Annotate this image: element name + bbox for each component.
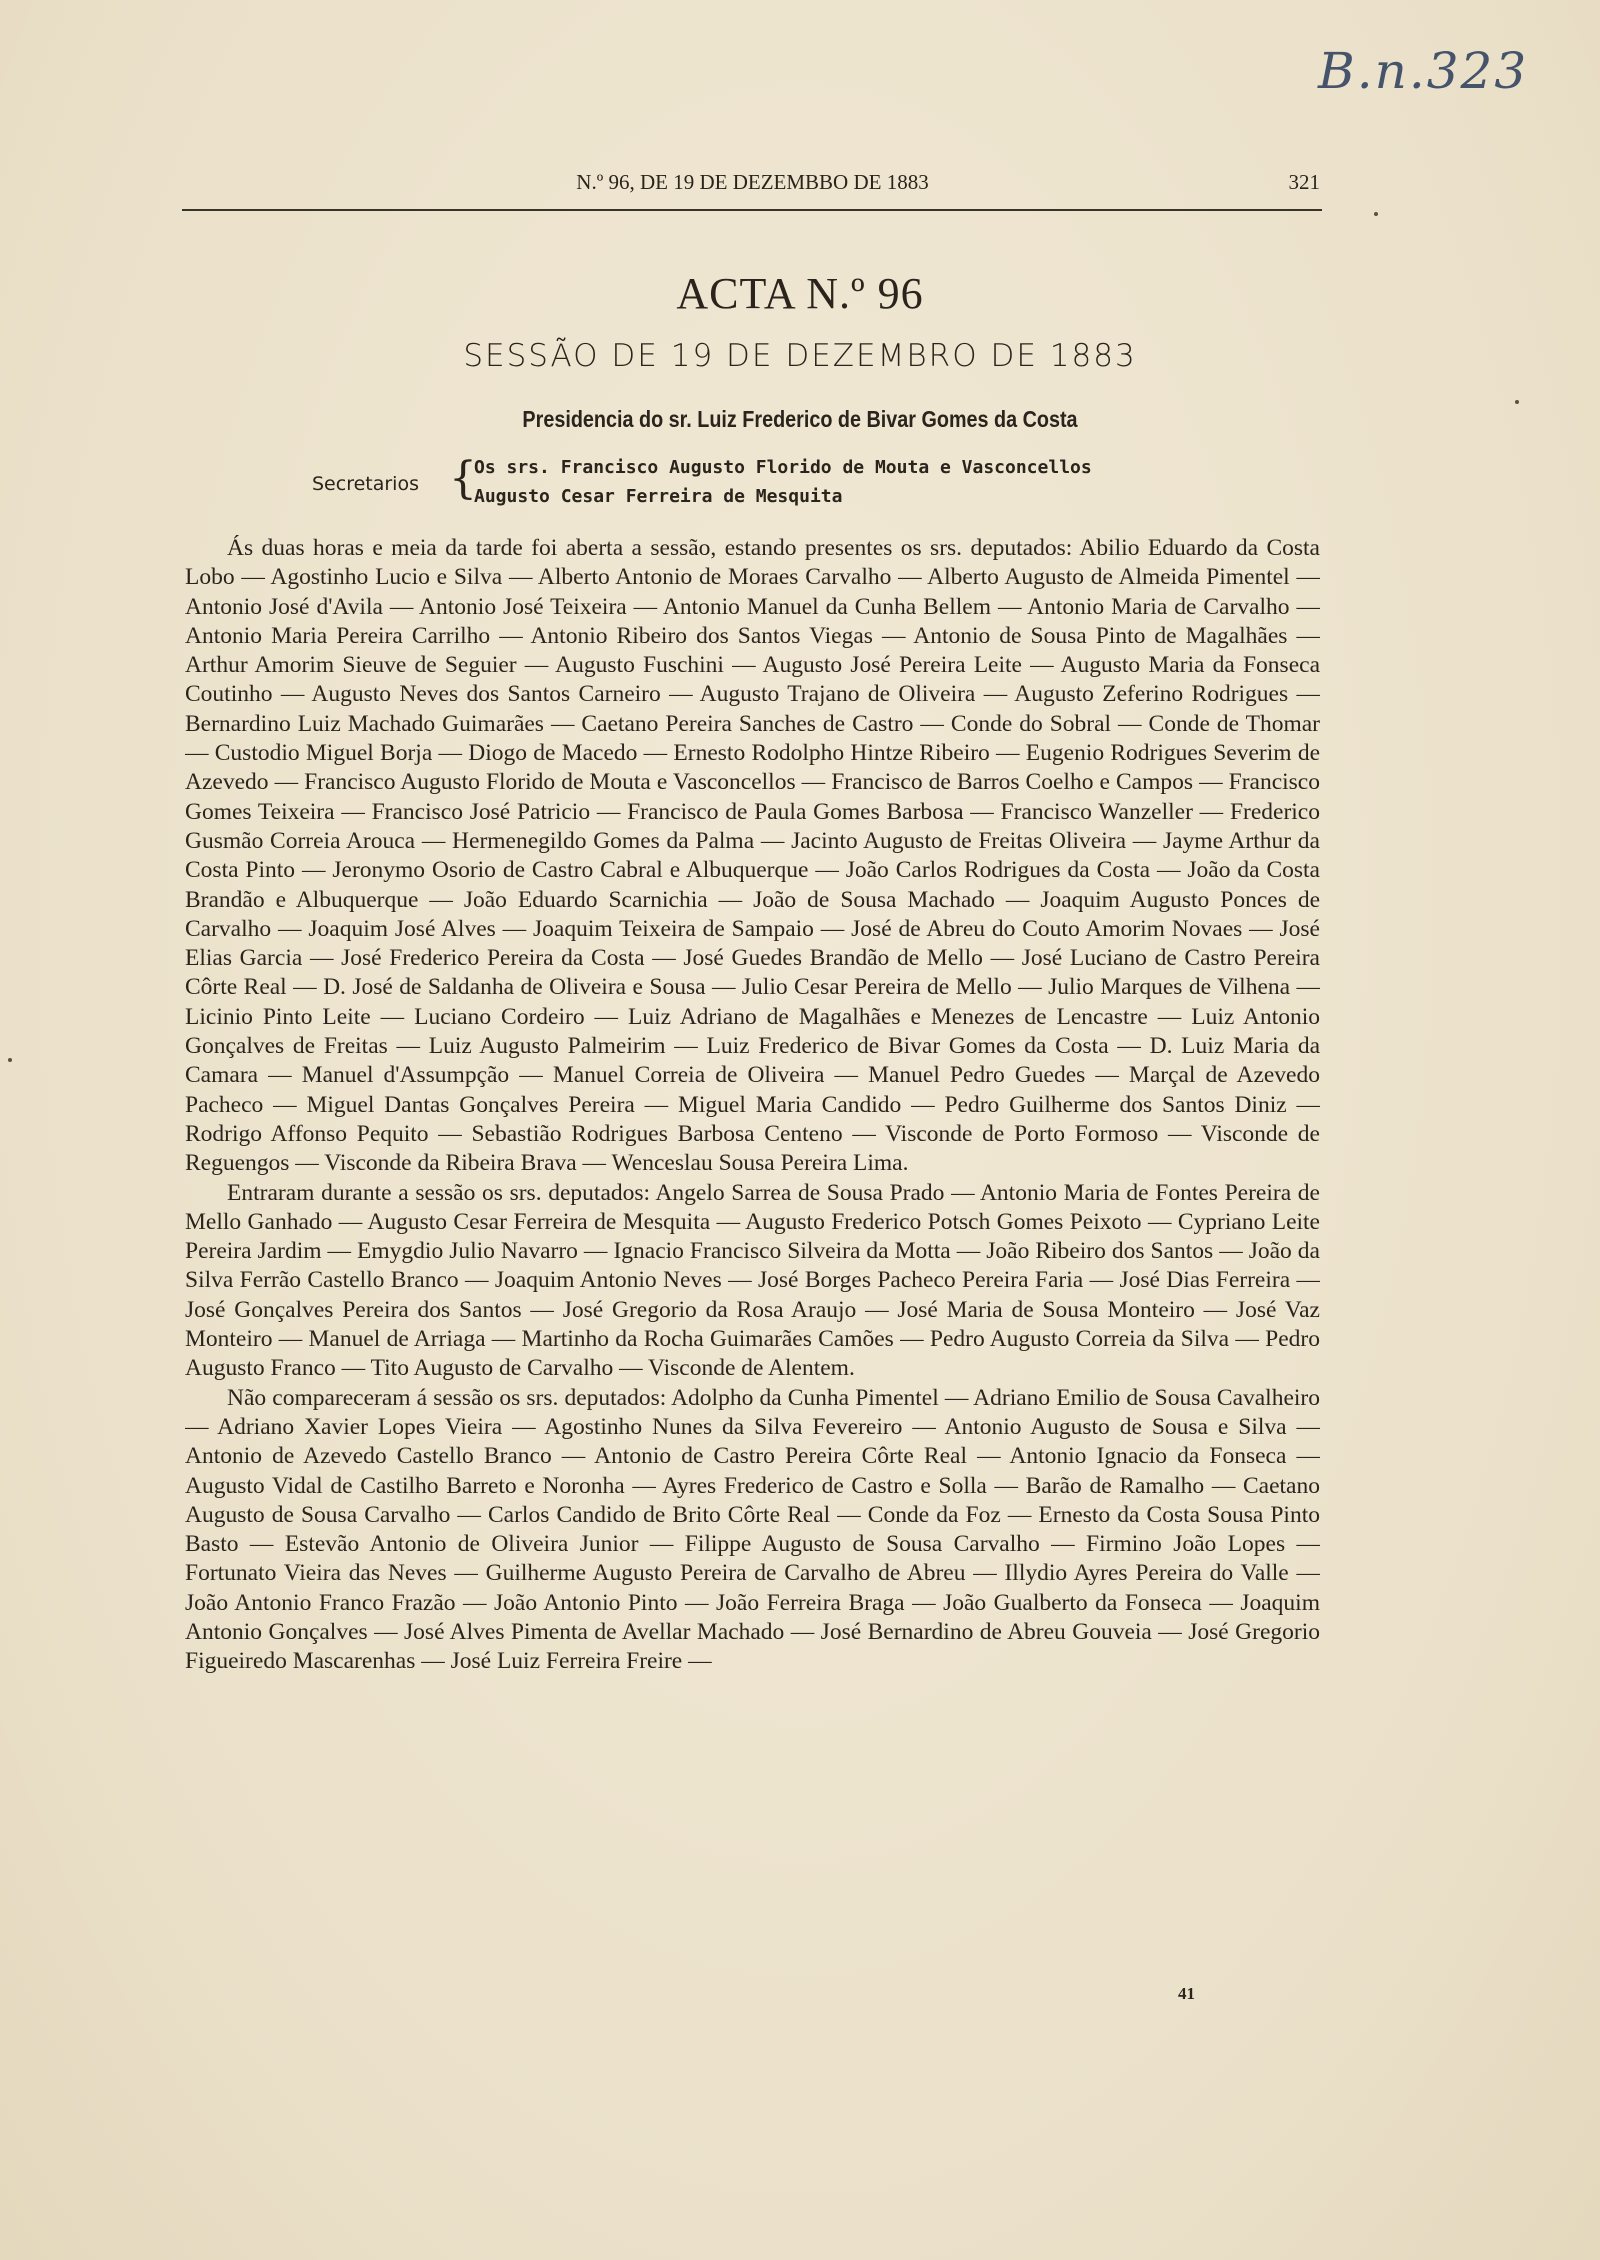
paper-speck bbox=[8, 1058, 12, 1062]
act-title: ACTA N.º 96 bbox=[676, 269, 924, 318]
paragraph-entered-deputies: Entraram durante a sessão os srs. deputados: Angelo Sarrea de Sousa Prado — Antonio Maria de Fontes Pereira de Mello Ganhado — Augusto Cesar Ferreira de Mesquita — Augusto Frederico Potsch Gomes Peixoto — Cypriano Leite Pereira Jardim — Emygdio Julio Navarro — Ignacio Francisco Silveira da Motta — João Ribeiro dos Santos — João da Silva Ferrão Castello Branco — Joaquim Antonio Neves — José Borges Pacheco Pereira Faria — José Dias Ferreira — José Gonçalves Pereira dos Santos — José Gregorio da Rosa Araujo — José Maria de Sousa Monteiro — José Vaz Monteiro — Manuel de Arriaga — Martinho da Rocha Guimarães Camões — Pedro Augusto Correia da Silva — Pedro Augusto Franco — Tito Augusto de Carvalho — Visconde de Alentem. bbox=[185, 1179, 1320, 1382]
secretary-line-1: Os srs. Francisco Augusto Florido de Mouta e Vasconcellos bbox=[474, 457, 1092, 478]
paragraph-present-deputies: Ás duas horas e meia da tarde foi aberta a sessão, estando presentes os srs. deputados: Abilio Eduardo da Costa Lobo — Agostinho Lucio e Silva — Alberto Antonio de Moraes Carvalho — Alberto Augusto de Almeida Pimentel — Antonio José d'Avila — Antonio José Teixeira — Antonio Manuel da Cunha Bellem — Antonio Maria de Carvalho — Antonio Maria Pereira Carrilho — Antonio Ribeiro dos Santos Viegas — Antonio de Sousa Pinto de Magalhães — Arthur Amorim Sieuve de Seguier — Augusto Fuschini — Augusto José Pereira Leite — Augusto Maria da Fonseca Coutinho — Augusto Neves dos Santos Carneiro — Augusto Trajano de Oliveira — Augusto Zeferino Rodrigues — Bernardino Luiz Machado Guimarães — Caetano Pereira Sanches de Castro — Conde do Sobral — Conde de Thomar — Custodio Miguel Borja — Diogo de Macedo — Ernesto Rodolpho Hintze Ribeiro — Eugenio Rodrigues Severim de Azevedo — Francisco Augusto Florido de Mouta e Vasconcellos — Francisco de Barros Coelho e Campos — Francisco Gomes Teixeira — Francisco José Patricio — Francisco de Paula Gomes Barbosa — Francisco Wanzeller — Frederico Gusmão Correia Arouca — Hermenegildo Gomes da Palma — Jacinto Augusto de Freitas Oliveira — Jayme Arthur da Costa Pinto — Jeronymo Osorio de Castro Cabral e Albuquerque — João Carlos Rodrigues da Costa — João da Costa Brandão e Albuquerque — João Eduardo Scarnichia — João de Sousa Machado — Joaquim Augusto Ponces de Carvalho — Joaquim José Alves — Joaquim Teixeira de Sampaio — José de Abreu do Couto Amorim Novaes — José Elias Garcia — José Frederico Pereira da Costa — José Guedes Brandão de Mello — José Luciano de Castro Pereira Côrte Real — D. José de Saldanha de Oliveira e Sousa — Julio Cesar Pereira de Mello — Julio Marques de Vilhena — Licinio Pinto Leite — Luciano Cordeiro — Luiz Adriano de Magalhães e Menezes de Lencastre — Luiz Antonio Gonçalves de Freitas — Luiz Augusto Palmeirim — Luiz Frederico de Bivar Gomes da Costa — D. Luiz Maria da Camara — Manuel d'Assumpção — Manuel Correia de Oliveira — Manuel Pedro Guedes — Marçal de Azevedo Pacheco — Miguel Dantas Gonçalves Pereira — Miguel Maria Candido — Pedro Guilherme dos Santos Diniz — Rodrigo Affonso Pequito — Sebastião Rodrigues Barbosa Centeno — Visconde de Porto Formoso — Visconde de Reguengos — Visconde da Ribeira Brava — Wenceslau Sousa Pereira Lima. bbox=[185, 535, 1320, 1177]
running-header bbox=[185, 170, 1320, 204]
secretary-line-2: Augusto Cesar Ferreira de Mesquita bbox=[474, 486, 843, 507]
paper-speck bbox=[1374, 212, 1378, 216]
minutes-body bbox=[185, 534, 1320, 1974]
session-title: SESSÃO DE 19 DE DEZEMBRO DE 1883 bbox=[463, 338, 1137, 374]
paper-speck bbox=[1515, 400, 1519, 404]
brace-icon: { bbox=[449, 453, 477, 504]
secretaries-block bbox=[312, 455, 1312, 515]
paragraph-absent-deputies: Não compareceram á sessão os srs. deputados: Adolpho da Cunha Pimentel — Adriano Emilio de Sousa Cavalheiro — Adriano Xavier Lopes Vieira — Agostinho Nunes da Silva Fevereiro — Antonio Augusto de Sousa e Silva — Antonio de Azevedo Castello Branco — Antonio de Castro Pereira Côrte Real — Antonio Ignacio da Fonseca — Augusto Vidal de Castilho Barreto e Noronha — Ayres Frederico de Castro e Solla — Barão de Ramalho — Caetano Augusto de Sousa Carvalho — Carlos Candido de Brito Côrte Real — Conde da Foz — Ernesto da Costa Sousa Pinto Basto — Estevão Antonio de Oliveira Junior — Filippe Augusto de Sousa Carvalho — Firmino João Lopes — Fortunato Vieira das Neves — Guilherme Augusto Pereira de Carvalho de Abreu — Illydio Ayres Pereira do Valle — João Antonio Franco Frazão — João Antonio Pinto — João Ferreira Braga — João Gualberto da Fonseca — Joaquim Antonio Gonçalves — José Alves Pimenta de Avellar Machado — José Bernardino de Abreu Gouveia — José Gregorio Figueiredo Mascarenhas — José Luiz Ferreira Freire — bbox=[185, 1384, 1320, 1675]
page-number: 321 bbox=[1288, 170, 1320, 194]
archive-shelfmark: B.n.323 bbox=[1318, 42, 1529, 100]
presidency-line: Presidencia do sr. Luiz Frederico de Bivar Gomes da Costa bbox=[522, 406, 1078, 432]
running-header-title: N.º 96, DE 19 DE DEZEMBBO DE 1883 bbox=[576, 170, 929, 194]
secretaries-label: Secretarios bbox=[312, 473, 419, 495]
printer-signature: 41 bbox=[1178, 1984, 1195, 2003]
header-rule bbox=[182, 209, 1322, 211]
